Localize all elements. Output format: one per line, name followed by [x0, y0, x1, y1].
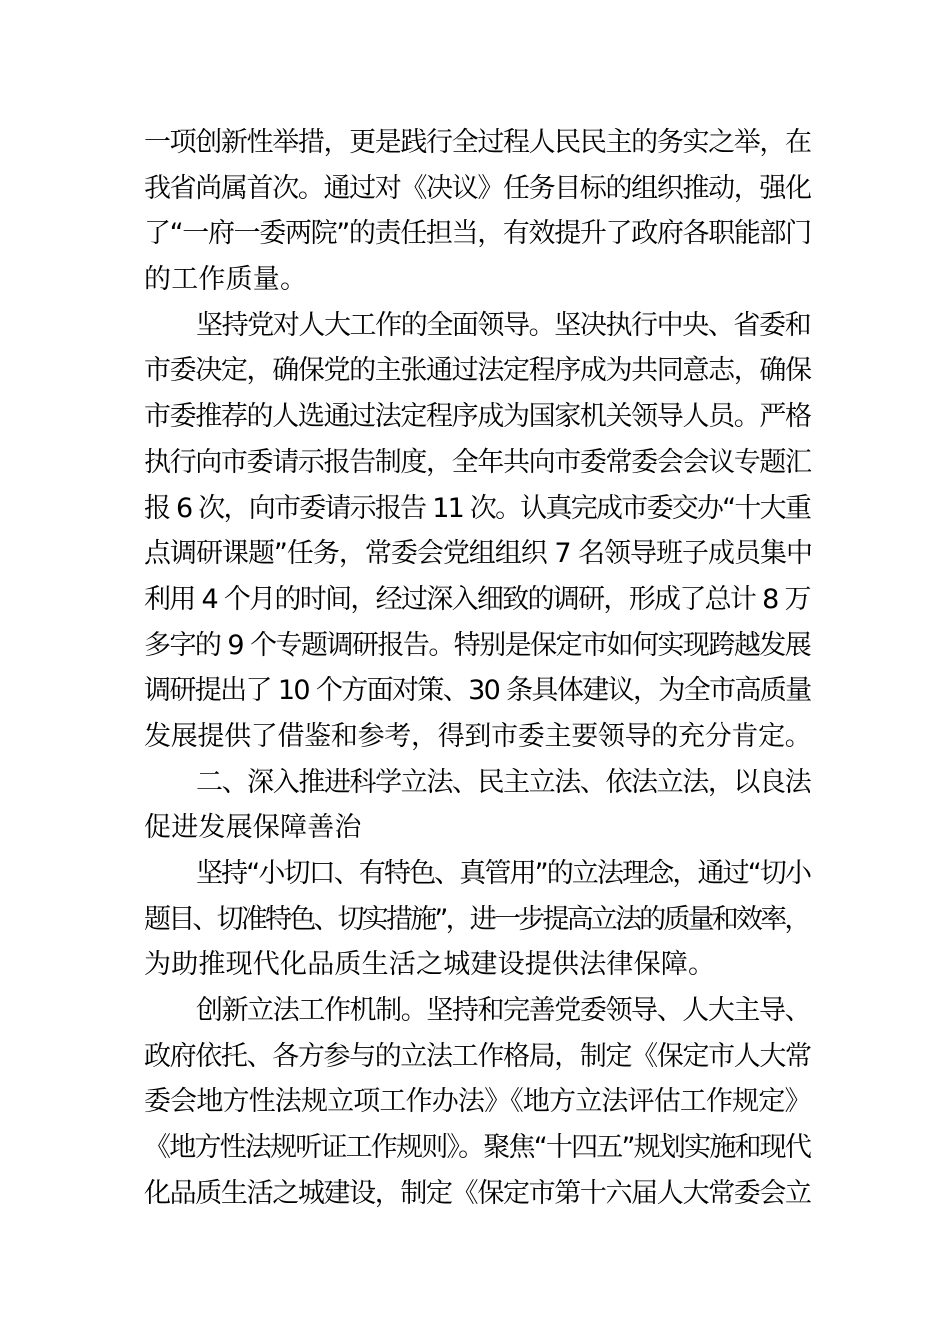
document-body: [144, 120, 812, 1217]
text-line: 一项创新性举措，更是践行全过程人民民主的务实之举，在: [144, 127, 811, 158]
text-line: 创新立法工作机制。坚持和完善党委领导、人大主导、: [196, 995, 811, 1027]
text-line: 我省尚属首次。通过对《决议》任务目标的组织推动，强化: [144, 172, 811, 204]
section-heading-line: 促进发展保障善治: [144, 812, 362, 844]
text-line: 委会地方性法规立项工作办法》《地方立法评估工作规定》: [144, 1086, 811, 1118]
text-line: 题目、切准特色、切实措施”，进一步提高立法的质量和效率，: [144, 903, 809, 935]
text-line: 执行向市委请示报告制度，全年共向市委常委会会议专题汇: [144, 446, 811, 478]
text-line: 为助推现代化品质生活之城建设提供法律保障。: [144, 949, 716, 981]
text-line: 了“一府一委两院”的责任担当，有效提升了政府各职能部门: [144, 218, 811, 250]
text-line: 的工作质量。: [144, 264, 308, 296]
text-line: 坚持党对人大工作的全面领导。坚决执行中央、省委和: [196, 309, 811, 341]
text-line: 利用 4 个月的时间，经过深入细致的调研，形成了总计 8 万: [144, 583, 810, 615]
text-line: 坚持“小切口、有特色、真管用”的立法理念，通过“切小: [196, 858, 811, 889]
text-line: 多字的 9 个专题调研报告。特别是保定市如何实现跨越发展: [144, 629, 811, 661]
text-line: 市委推荐的人选通过法定程序成为国家机关领导人员。严格: [144, 401, 811, 433]
text-line: 化品质生活之城建设，制定《保定市第十六届人大常委会立: [144, 1177, 811, 1209]
text-line: 《地方性法规听证工作规则》。聚焦“十四五”规划实施和现代: [144, 1132, 811, 1164]
text-line: 调研提出了 10 个方面对策、30 条具体建议，为全市高质量: [144, 675, 811, 707]
text-line: 发展提供了借鉴和参考，得到市委主要领导的充分肯定。: [144, 720, 812, 752]
text-line: 点调研课题”任务，常委会党组组织 7 名领导班子成员集中: [144, 538, 812, 570]
text-line: 市委决定，确保党的主张通过法定程序成为共同意志，确保: [144, 355, 811, 387]
text-line: 政府依托、各方参与的立法工作格局，制定《保定市人大常: [144, 1040, 811, 1072]
text-line: 报 6 次，向市委请示报告 11 次。认真完成市委交办“十大重: [144, 492, 811, 524]
section-heading-line: 二、深入推进科学立法、民主立法、依法立法，以良法: [196, 766, 811, 798]
